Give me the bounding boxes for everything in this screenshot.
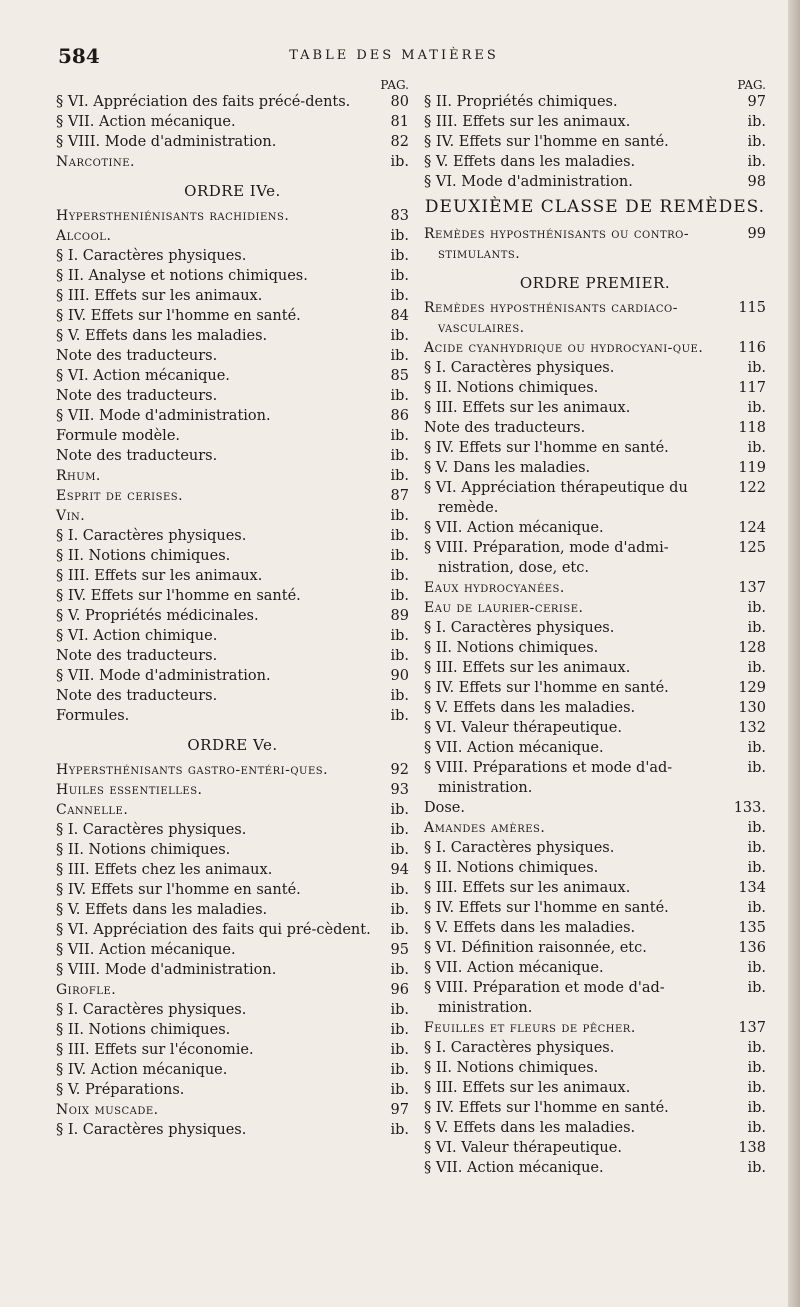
entry-title: § III. Effets chez les animaux. [56,862,273,878]
toc-entry [56,626,409,646]
entry-page-number: ib. [747,960,766,976]
entry-title: Hypersthénisants gastro-entéri-ques. [56,762,329,778]
entry-page-number: ib. [390,882,409,898]
toc-entry [56,306,409,326]
entry-title: § II. Notions chimiques. [56,1022,231,1038]
entry-page-number: ib. [390,228,409,244]
entry-page-number: ib. [747,660,766,676]
toc-entry [56,880,409,900]
toc-entry [56,112,409,132]
entry-title: § VI. Valeur thérapeutique. [424,720,622,736]
entry-page-number: 93 [390,782,409,798]
page-column-header: PAG. [737,78,766,92]
toc-entry [424,478,766,518]
toc-entry [424,438,766,458]
entry-title: § IV. Action mécanique. [56,1062,228,1078]
entry-title: § VI. Action chimique. [56,628,218,644]
entry-title: Remèdes hyposthénisants cardiaco-vasculaires. [424,300,678,336]
toc-entry [424,172,766,192]
entry-title: § VII. Action mécanique. [56,942,236,958]
toc-entry [56,586,409,606]
entry-title: § II. Notions chimiques. [424,860,599,876]
entry-title: § VII. Action mécanique. [424,960,604,976]
entry-title: § V. Effets dans les maladies. [56,902,268,918]
toc-entry [424,638,766,658]
toc-entry [56,646,409,666]
entry-page-number: ib. [747,154,766,170]
entry-title: § VII. Mode d'administration. [56,408,271,424]
toc-entry [424,1158,766,1178]
entry-title: § VI. Mode d'administration. [424,174,633,190]
entry-title: § V. Propriétés médicinales. [56,608,259,624]
page-number: 584 [58,44,100,68]
entry-title: § II. Notions chimiques. [424,640,599,656]
entry-title: § VIII. Préparations et mode d'ad-ministration. [424,760,673,796]
entry-page-number: 128 [738,640,766,656]
order-heading: ORDRE PREMIER. [519,274,671,292]
entry-page-number: ib. [747,860,766,876]
toc-entry [424,838,766,858]
entry-page-number: ib. [390,548,409,564]
entry-page-number: ib. [390,1022,409,1038]
toc-entry [56,246,409,266]
entry-page-number: ib. [390,568,409,584]
toc-entry [56,960,409,980]
toc-entry [56,1060,409,1080]
toc-entry [424,898,766,918]
entry-title: Formule modèle. [56,428,181,444]
entry-page-number: 129 [738,680,766,696]
toc-section-entry [56,206,409,226]
entry-page-number: ib. [390,248,409,264]
entry-page-number: ib. [390,902,409,918]
entry-page-number: 132 [738,720,766,736]
toc-entry [56,386,409,406]
entry-page-number: ib. [390,842,409,858]
entry-page-number: 133. [733,800,766,816]
entry-page-number: ib. [390,688,409,704]
entry-page-number: 137 [738,1020,766,1036]
toc-entry [56,366,409,386]
entry-title: § VI. Action mécanique. [56,368,230,384]
toc-section-entry [424,338,766,358]
entry-title: Acide cyanhydrique ou hydrocyani-que. [424,340,704,356]
toc-entry [56,706,409,726]
toc-entry [424,518,766,538]
entry-page-number: 135 [738,920,766,936]
toc-entry [424,398,766,418]
toc-section-entry [56,226,409,246]
toc-section-entry [56,506,409,526]
toc-entry [56,666,409,686]
toc-entry [56,820,409,840]
entry-title: § VI. Définition raisonnée, etc. [424,940,647,956]
entry-title: § I. Caractères physiques. [424,840,615,856]
toc-entry [424,858,766,878]
entry-page-number: 119 [738,460,766,476]
toc-entry [424,112,766,132]
entry-title: § VIII. Préparation, mode d'admi-nistration, dose, etc. [424,540,669,576]
entry-title: § III. Effets sur les animaux. [56,568,263,584]
toc-entry [56,346,409,366]
entry-title: § II. Notions chimiques. [424,380,599,396]
entry-title: § IV. Effets sur l'homme en santé. [424,440,669,456]
entry-page-number: ib. [390,348,409,364]
entry-page-number: ib. [747,1160,766,1176]
entry-page-number: ib. [390,528,409,544]
entry-title: § IV. Effets sur l'homme en santé. [424,134,669,150]
entry-title: Vin. [56,508,86,524]
entry-page-number: ib. [747,1040,766,1056]
entry-page-number: ib. [390,154,409,170]
entry-title: § V. Effets dans les maladies. [424,154,636,170]
entry-title: Note des traducteurs. [56,348,218,364]
toc-section-entry [424,224,766,264]
toc-entry [56,840,409,860]
entry-title: Hyperstheniénisants rachidiens. [56,208,290,224]
entry-title: § VIII. Mode d'administration. [56,134,277,150]
entry-title: Note des traducteurs. [56,448,218,464]
toc-section-entry [424,818,766,838]
toc-entry [56,940,409,960]
entry-page-number: 95 [390,942,409,958]
entry-page-number: ib. [747,114,766,130]
toc-section-entry [56,466,409,486]
entry-page-number: ib. [747,360,766,376]
entry-page-number: 85 [390,368,409,384]
entry-page-number: ib. [390,1062,409,1078]
toc-section-entry [56,486,409,506]
entry-title: § VII. Action mécanique. [424,520,604,536]
entry-title: Girofle. [56,982,117,998]
toc-entry [424,1058,766,1078]
entry-page-number: ib. [390,1122,409,1138]
entry-page-number: 98 [747,174,766,190]
entry-title: § III. Effets sur les animaux. [424,1080,631,1096]
entry-title: § VIII. Mode d'administration. [56,962,277,978]
entry-page-number: ib. [747,1100,766,1116]
toc-entry [56,1120,409,1140]
entry-page-number: ib. [390,428,409,444]
toc-entry [56,860,409,880]
entry-page-number: ib. [747,440,766,456]
entry-title: § VIII. Préparation et mode d'ad-ministration. [424,980,665,1016]
toc-entry [56,132,409,152]
entry-page-number: ib. [390,1042,409,1058]
entry-page-number: ib. [390,802,409,818]
entry-page-number: ib. [390,628,409,644]
left-column [56,78,409,1140]
entry-title: § IV. Effets sur l'homme en santé. [56,588,301,604]
entry-title: Rhum. [56,468,101,484]
entry-title: § IV. Effets sur l'homme en santé. [424,900,669,916]
entry-page-number: 84 [390,308,409,324]
entry-page-number: ib. [390,1082,409,1098]
entry-title: Note des traducteurs. [56,648,218,664]
entry-page-number: ib. [747,620,766,636]
entry-title: § II. Analyse et notions chimiques. [56,268,308,284]
toc-entry [56,266,409,286]
entry-title: § VII. Action mécanique. [424,1160,604,1176]
toc-section-entry [56,760,409,780]
order-heading: ORDRE Ve. [187,736,278,754]
entry-page-number: ib. [747,980,766,996]
entry-title: § III. Effets sur les animaux. [424,114,631,130]
entry-page-number: ib. [747,400,766,416]
toc-section-entry [56,1100,409,1120]
entry-title: § II. Notions chimiques. [424,1060,599,1076]
entry-title: Note des traducteurs. [56,688,218,704]
toc-entry [424,152,766,172]
page-header [0,44,788,70]
entry-page-number: ib. [747,840,766,856]
toc-section-entry [56,780,409,800]
entry-page-number: 87 [390,488,409,504]
entry-title: § V. Préparations. [56,1082,185,1098]
entry-title: § I. Caractères physiques. [56,822,247,838]
entry-title: Note des traducteurs. [424,420,586,436]
entry-page-number: 83 [390,208,409,224]
running-title: TABLE DES MATIÈRES [289,48,499,63]
entry-page-number: 80 [390,94,409,110]
entry-page-number: 138 [738,1140,766,1156]
toc-entry [424,132,766,152]
right-column [424,78,766,1178]
entry-page-number: 122 [738,480,766,496]
entry-page-number: ib. [390,448,409,464]
toc-entry [424,718,766,738]
entry-page-number: 89 [390,608,409,624]
toc-entry [424,918,766,938]
entry-page-number: 97 [747,94,766,110]
entry-title: Remèdes hyposthénisants ou contro-stimulants. [424,226,690,262]
entry-title: § II. Notions chimiques. [56,842,231,858]
entry-page-number: ib. [390,328,409,344]
toc-entry [56,526,409,546]
entry-title: § VII. Mode d'administration. [56,668,271,684]
toc-entry [424,618,766,638]
toc-entry [56,900,409,920]
entry-title: § IV. Effets sur l'homme en santé. [424,680,669,696]
toc-entry [424,1078,766,1098]
toc-entry [424,1118,766,1138]
entry-title: § III. Effets sur les animaux. [424,400,631,416]
entry-page-number: ib. [390,508,409,524]
entry-page-number: ib. [747,1120,766,1136]
entry-page-number: ib. [390,962,409,978]
toc-entry [424,938,766,958]
entry-title: § IV. Effets sur l'homme en santé. [424,1100,669,1116]
entry-page-number: 130 [738,700,766,716]
entry-title: Formules. [56,708,130,724]
order-heading: ORDRE IVe. [184,182,281,200]
entry-page-number: 137 [738,580,766,596]
entry-page-number: ib. [747,820,766,836]
toc-section-entry [56,152,409,172]
toc-section-entry [424,298,766,338]
entry-title: § VI. Appréciation des faits qui pré-cèdent. [56,922,371,938]
entry-page-number: 124 [738,520,766,536]
toc-entry [56,426,409,446]
entry-title: § V. Effets dans les maladies. [56,328,268,344]
toc-entry [424,92,766,112]
toc-entry [424,458,766,478]
entry-page-number: 82 [390,134,409,150]
toc-entry [424,418,766,438]
entry-title: § V. Effets dans les maladies. [424,920,636,936]
entry-title: § I. Caractères physiques. [56,1002,247,1018]
entry-page-number: 90 [390,668,409,684]
entry-page-number: ib. [390,288,409,304]
toc-entry [56,1000,409,1020]
toc-section-entry [424,1018,766,1038]
toc-entry [424,1138,766,1158]
toc-entry [424,798,766,818]
entry-title: § III. Effets sur les animaux. [56,288,263,304]
entry-page-number: ib. [747,1080,766,1096]
entry-title: § I. Caractères physiques. [56,528,247,544]
entry-page-number: 116 [738,340,766,356]
toc-entry [56,686,409,706]
entry-page-number: ib. [747,900,766,916]
entry-title: § VI. Appréciation thérapeutique du remède. [424,480,688,516]
entry-page-number: 117 [738,380,766,396]
toc-entry [424,738,766,758]
entry-page-number: ib. [747,760,766,776]
toc-entry [56,406,409,426]
entry-title: § IV. Effets sur l'homme en santé. [56,308,301,324]
toc-section-entry [56,980,409,1000]
entry-page-number: ib. [390,1002,409,1018]
toc-section-entry [56,800,409,820]
entry-title: § VI. Appréciation des faits précé-dents. [56,94,351,110]
entry-page-number: 92 [390,762,409,778]
page-column-header: PAG. [380,78,409,92]
entry-page-number: ib. [390,388,409,404]
entry-title: § VII. Action mécanique. [56,114,236,130]
entry-title: § V. Effets dans les maladies. [424,700,636,716]
entry-title: § I. Caractères physiques. [424,620,615,636]
toc-entry [424,878,766,898]
toc-entry [56,920,409,940]
toc-entry [56,1040,409,1060]
entry-title: § VII. Action mécanique. [424,740,604,756]
toc-entry [56,1020,409,1040]
entry-page-number: 125 [738,540,766,556]
toc-entry [56,446,409,466]
entry-title: Alcool. [56,228,112,244]
entry-page-number: ib. [390,922,409,938]
entry-title: § V. Dans les maladies. [424,460,591,476]
toc-entry [424,678,766,698]
entry-title: Narcotine. [56,154,135,170]
entry-title: § I. Caractères physiques. [56,248,247,264]
entry-title: Cannelle. [56,802,129,818]
entry-title: Eaux hydrocyanées. [424,580,565,596]
toc-entry [56,1080,409,1100]
toc-entry [56,326,409,346]
entry-page-number: ib. [390,468,409,484]
class-heading: DEUXIÈME CLASSE DE REMÈDES. [424,197,766,217]
toc-entry [56,566,409,586]
entry-page-number: 134 [738,880,766,896]
entry-title: Feuilles et fleurs de pêcher. [424,1020,636,1036]
entry-page-number: ib. [747,600,766,616]
toc-entry [424,378,766,398]
toc-entry [424,698,766,718]
entry-title: Esprit de cerises. [56,488,184,504]
entry-page-number: ib. [747,740,766,756]
entry-page-number: 136 [738,940,766,956]
toc-entry [56,546,409,566]
entry-title: § IV. Effets sur l'homme en santé. [56,882,301,898]
toc-entry [56,606,409,626]
entry-page-number: ib. [390,588,409,604]
entry-title: § II. Propriétés chimiques. [424,94,618,110]
toc-entry [424,358,766,378]
entry-title: Noix muscade. [56,1102,159,1118]
entry-page-number: ib. [390,268,409,284]
entry-page-number: 81 [390,114,409,130]
entry-title: § I. Caractères physiques. [56,1122,247,1138]
entry-title: § VI. Valeur thérapeutique. [424,1140,622,1156]
toc-entry [424,758,766,798]
entry-page-number: ib. [747,134,766,150]
entry-page-number: 86 [390,408,409,424]
entry-title: Note des traducteurs. [56,388,218,404]
toc-entry [424,978,766,1018]
toc-entry [424,658,766,678]
toc-entry [424,1038,766,1058]
entry-title: § III. Effets sur les animaux. [424,660,631,676]
entry-title: § III. Effets sur l'économie. [56,1042,254,1058]
entry-page-number: 99 [747,226,766,242]
entry-title: § I. Caractères physiques. [424,360,615,376]
entry-page-number: 118 [738,420,766,436]
toc-entry [424,1098,766,1118]
entry-page-number: ib. [390,708,409,724]
toc-section-entry [424,578,766,598]
toc-entry [56,286,409,306]
entry-page-number: ib. [390,822,409,838]
entry-page-number: ib. [747,1060,766,1076]
toc-entry [56,92,409,112]
entry-title: § III. Effets sur les animaux. [424,880,631,896]
entry-title: Dose. [424,800,465,816]
entry-title: § V. Effets dans les maladies. [424,1120,636,1136]
entry-page-number: ib. [390,648,409,664]
toc-section-entry [424,598,766,618]
entry-page-number: 94 [390,862,409,878]
toc-entry [424,958,766,978]
entry-title: Huiles essentielles. [56,782,203,798]
entry-title: § I. Caractères physiques. [424,1040,615,1056]
entry-title: § II. Notions chimiques. [56,548,231,564]
entry-title: Amandes amères. [424,820,546,836]
entry-title: Eau de laurier-cerise. [424,600,584,616]
page-edge [788,0,800,1307]
toc-entry [424,538,766,578]
entry-page-number: 97 [390,1102,409,1118]
entry-page-number: 96 [390,982,409,998]
entry-page-number: 115 [738,300,766,316]
